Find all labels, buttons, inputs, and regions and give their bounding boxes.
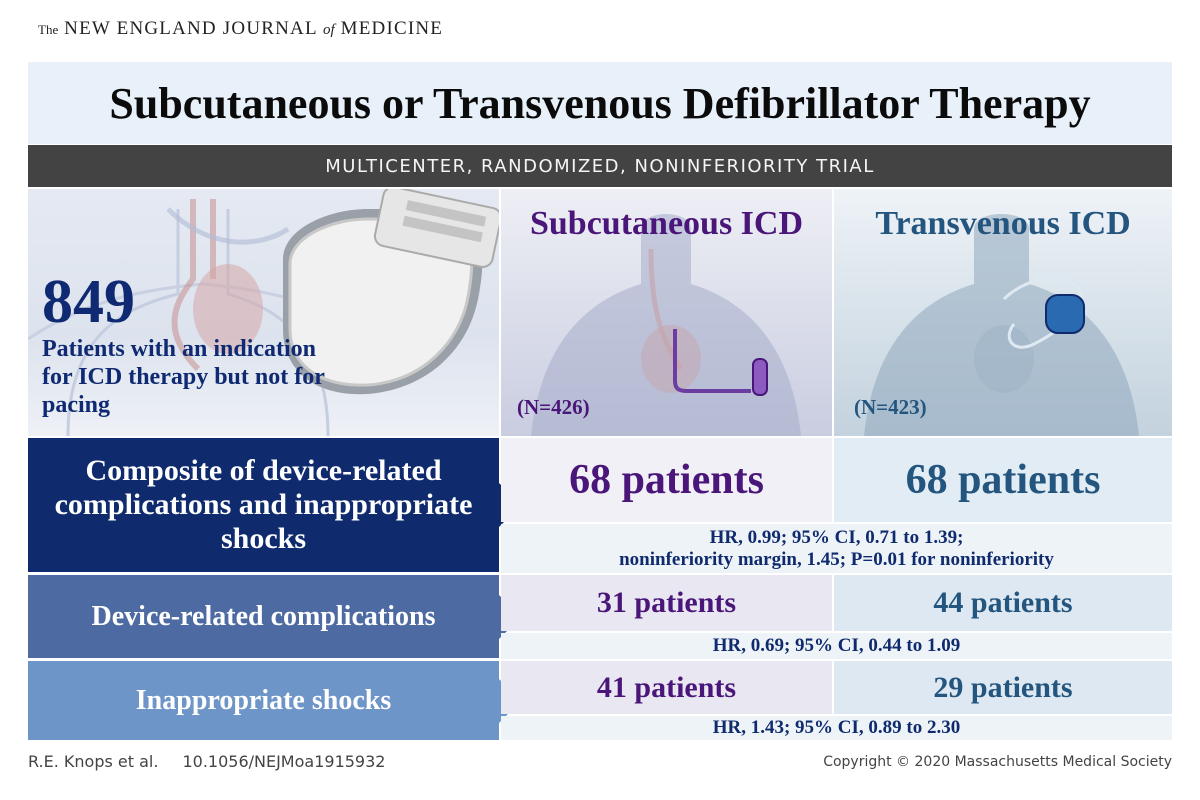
- subcutaneous-arm-title: Subcutaneous ICD: [529, 205, 804, 242]
- heart-icon: [641, 325, 701, 393]
- composite-subcutaneous-value: 68 patients: [501, 438, 832, 522]
- subcutaneous-arm-n: (N=426): [517, 395, 590, 419]
- citation: [28, 752, 385, 771]
- complications-transvenous-value: 44 patients: [834, 575, 1172, 631]
- outcome-label-composite: [28, 438, 499, 572]
- journal-name-part1: NEW ENGLAND JOURNAL: [64, 18, 318, 39]
- shocks-subcutaneous-value: 41 patients: [501, 661, 832, 714]
- composite-hr-line2: noninferiority margin, 1.45; P=0.01 for noninferiority: [619, 548, 1054, 570]
- complications-subcutaneous-value: 31 patients: [501, 575, 832, 631]
- transvenous-arm-panel: [834, 189, 1172, 436]
- copyright: Copyright © 2020 Massachusetts Medical Society: [823, 754, 1172, 770]
- subcutaneous-arm-panel: [501, 189, 832, 436]
- title-band: [28, 62, 1172, 144]
- journal-name-part2: MEDICINE: [340, 18, 444, 39]
- transvenous-arm-n: (N=423): [854, 395, 927, 419]
- shocks-transvenous-value: 29 patients: [834, 661, 1172, 714]
- composite-hazard-ratio: [501, 524, 1172, 573]
- outcome-label-text: Device-related complications: [91, 600, 436, 632]
- outcome-label-text: Inappropriate shocks: [135, 684, 392, 716]
- composite-hr-line1: HR, 0.99; 95% CI, 0.71 to 1.39;: [709, 526, 964, 548]
- outcome-label-complications: [28, 575, 499, 658]
- journal-of: of: [323, 22, 335, 38]
- population-panel: [28, 189, 499, 436]
- journal-prefix: The: [38, 22, 59, 37]
- complications-hazard-ratio: HR, 0.69; 95% CI, 0.44 to 1.09: [501, 633, 1172, 659]
- subtitle-band: [28, 145, 1172, 187]
- trial-design: MULTICENTER, RANDOMIZED, NONINFERIORITY TRIAL: [325, 155, 875, 177]
- shocks-hazard-ratio: HR, 1.43; 95% CI, 0.89 to 2.30: [501, 716, 1172, 740]
- patient-count: 849: [42, 268, 135, 336]
- outcome-label-text: Composite of device-related complications and inappropriate shocks: [54, 454, 473, 555]
- outcome-label-shocks: [28, 661, 499, 740]
- heart-icon: [974, 325, 1034, 393]
- composite-transvenous-value: 68 patients: [834, 438, 1172, 522]
- authors: R.E. Knops et al.: [28, 752, 159, 771]
- journal-masthead: [38, 18, 443, 40]
- transvenous-arm-title: Transvenous ICD: [875, 205, 1131, 242]
- page-title: Subcutaneous or Transvenous Defibrillator Therapy: [109, 78, 1091, 128]
- doi: 10.1056/NEJMoa1915932: [182, 752, 386, 771]
- population-description: Patients with an indication for ICD therapy but not for pacing: [42, 336, 325, 418]
